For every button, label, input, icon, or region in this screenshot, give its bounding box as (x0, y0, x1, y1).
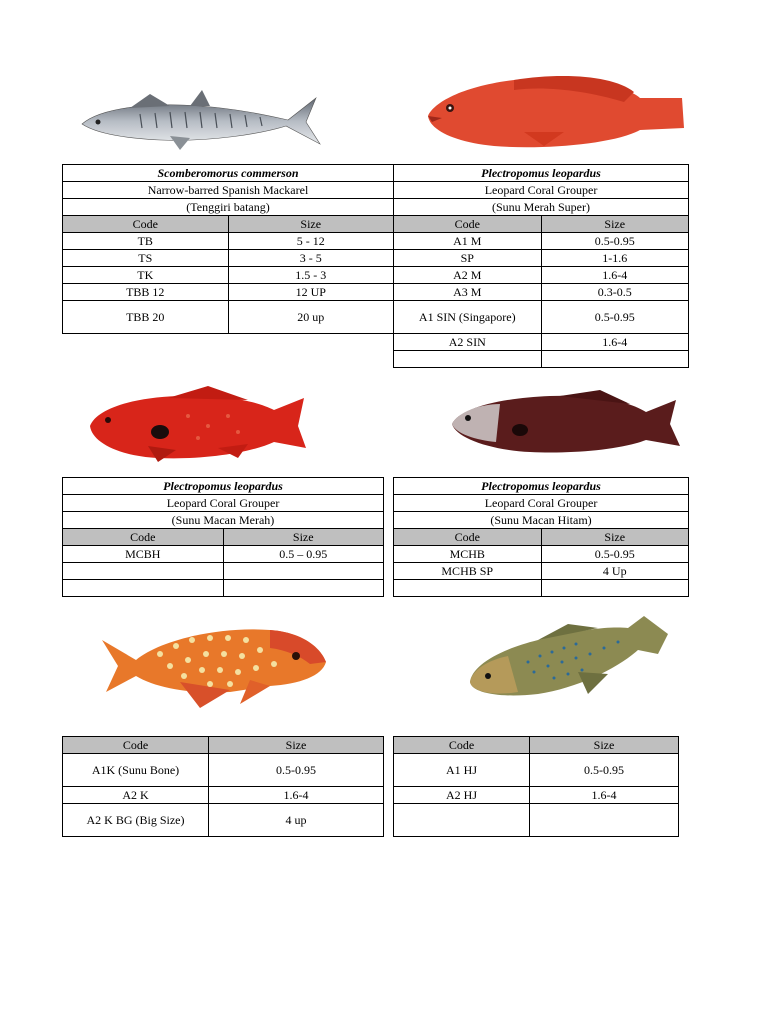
common-name: Leopard Coral Grouper (63, 495, 384, 512)
size-cell: 4 Up (541, 563, 689, 580)
table-row (394, 546, 689, 563)
size-cell: 20 up (228, 301, 394, 334)
size-cell: 12 UP (228, 284, 394, 301)
size-cell: 1.6-4 (530, 787, 679, 804)
code-cell: SP (394, 250, 542, 267)
table-row (394, 787, 679, 804)
size-cell: 0.5-0.95 (541, 233, 689, 250)
spotted-grouper-orange-image (100, 620, 328, 710)
size-cell: 1-1.6 (541, 250, 689, 267)
green-grouper-icon (468, 612, 672, 702)
empty-row (394, 804, 679, 837)
hj-grouper-table (393, 736, 679, 837)
local-name: (Sunu Merah Super) (394, 199, 689, 216)
code-header: Code (394, 529, 542, 546)
code-cell: A1K (Sunu Bone) (63, 754, 209, 787)
common-name: Leopard Coral Grouper (394, 182, 689, 199)
size-header: Size (541, 216, 689, 233)
orange-grouper-icon (100, 620, 328, 710)
table-row (63, 804, 384, 837)
coral-grouper-macan-merah-image (88, 386, 310, 464)
size-cell: 5 - 12 (228, 233, 394, 250)
dark-grouper-icon (450, 390, 682, 456)
code-cell: TBB 12 (63, 284, 229, 301)
code-cell: TBB 20 (63, 301, 229, 334)
code-cell: A2 M (394, 267, 542, 284)
sunu-bone-table (62, 736, 384, 837)
size-header: Size (223, 529, 384, 546)
empty-row (394, 580, 689, 597)
code-cell: TK (63, 267, 229, 284)
species-name: Scomberomorus commerson (63, 165, 394, 182)
size-cell: 0.5-0.95 (541, 546, 689, 563)
code-cell: A1 M (394, 233, 542, 250)
code-header: Code (394, 216, 542, 233)
code-cell: A2 SIN (394, 334, 542, 351)
size-header: Size (541, 529, 689, 546)
size-cell: 3 - 5 (228, 250, 394, 267)
size-header: Size (530, 737, 679, 754)
table-row (63, 267, 394, 284)
empty-row (63, 580, 384, 597)
coral-grouper-red-image (424, 72, 686, 152)
species-name: Plectropomus leopardus (394, 478, 689, 495)
table-row (63, 546, 384, 563)
local-name: (Tenggiri batang) (63, 199, 394, 216)
table-row (63, 284, 394, 301)
coral-grouper-icon (424, 72, 686, 152)
size-cell: 4 up (209, 804, 384, 837)
size-cell: 0.5-0.95 (530, 754, 679, 787)
table-row (394, 754, 679, 787)
code-cell: A2 K (63, 787, 209, 804)
code-header: Code (63, 737, 209, 754)
table-row (63, 754, 384, 787)
code-header: Code (394, 737, 530, 754)
size-cell: 1.6-4 (541, 267, 689, 284)
species-name: Plectropomus leopardus (63, 478, 384, 495)
code-cell: TS (63, 250, 229, 267)
size-cell: 0.5-0.95 (541, 301, 689, 334)
sunu-merah-super-table (393, 164, 689, 368)
table-row (63, 301, 394, 334)
empty-row (63, 563, 384, 580)
table-row (394, 233, 689, 250)
code-cell: A1 HJ (394, 754, 530, 787)
code-header: Code (63, 529, 224, 546)
table-row (63, 250, 394, 267)
table-row (394, 250, 689, 267)
code-cell: MCBH (63, 546, 224, 563)
sunu-macan-merah-table (62, 477, 384, 597)
size-cell: 1.6-4 (209, 787, 384, 804)
empty-row (394, 351, 689, 368)
species-name: Plectropomus leopardus (394, 165, 689, 182)
code-cell: A3 M (394, 284, 542, 301)
common-name: Leopard Coral Grouper (394, 495, 689, 512)
code-cell: A1 SIN (Singapore) (394, 301, 542, 334)
size-cell: 0.5 – 0.95 (223, 546, 384, 563)
table-row (63, 787, 384, 804)
table-row (394, 284, 689, 301)
table-row (394, 301, 689, 334)
code-cell: A2 K BG (Big Size) (63, 804, 209, 837)
code-header: Code (63, 216, 229, 233)
size-cell: 1.5 - 3 (228, 267, 394, 284)
king-mackerel-image (80, 86, 322, 156)
code-cell: MCHB (394, 546, 542, 563)
sunu-macan-hitam-table (393, 477, 689, 597)
code-cell: TB (63, 233, 229, 250)
king-mackerel-icon (80, 86, 322, 156)
local-name: (Sunu Macan Hitam) (394, 512, 689, 529)
size-header: Size (209, 737, 384, 754)
table-row (394, 563, 689, 580)
code-cell: MCHB SP (394, 563, 542, 580)
size-cell: 1.6-4 (541, 334, 689, 351)
code-cell: A2 HJ (394, 787, 530, 804)
size-cell: 0.3-0.5 (541, 284, 689, 301)
local-name: (Sunu Macan Merah) (63, 512, 384, 529)
size-header: Size (228, 216, 394, 233)
table-row (394, 334, 689, 351)
table-row (394, 267, 689, 284)
coral-grouper-macan-hitam-image (450, 390, 682, 456)
table-row (63, 233, 394, 250)
spanish-mackerel-table (62, 164, 394, 334)
common-name: Narrow-barred Spanish Mackarel (63, 182, 394, 199)
size-cell: 0.5-0.95 (209, 754, 384, 787)
red-grouper-icon (88, 386, 310, 464)
spotted-grouper-green-image (468, 612, 672, 702)
